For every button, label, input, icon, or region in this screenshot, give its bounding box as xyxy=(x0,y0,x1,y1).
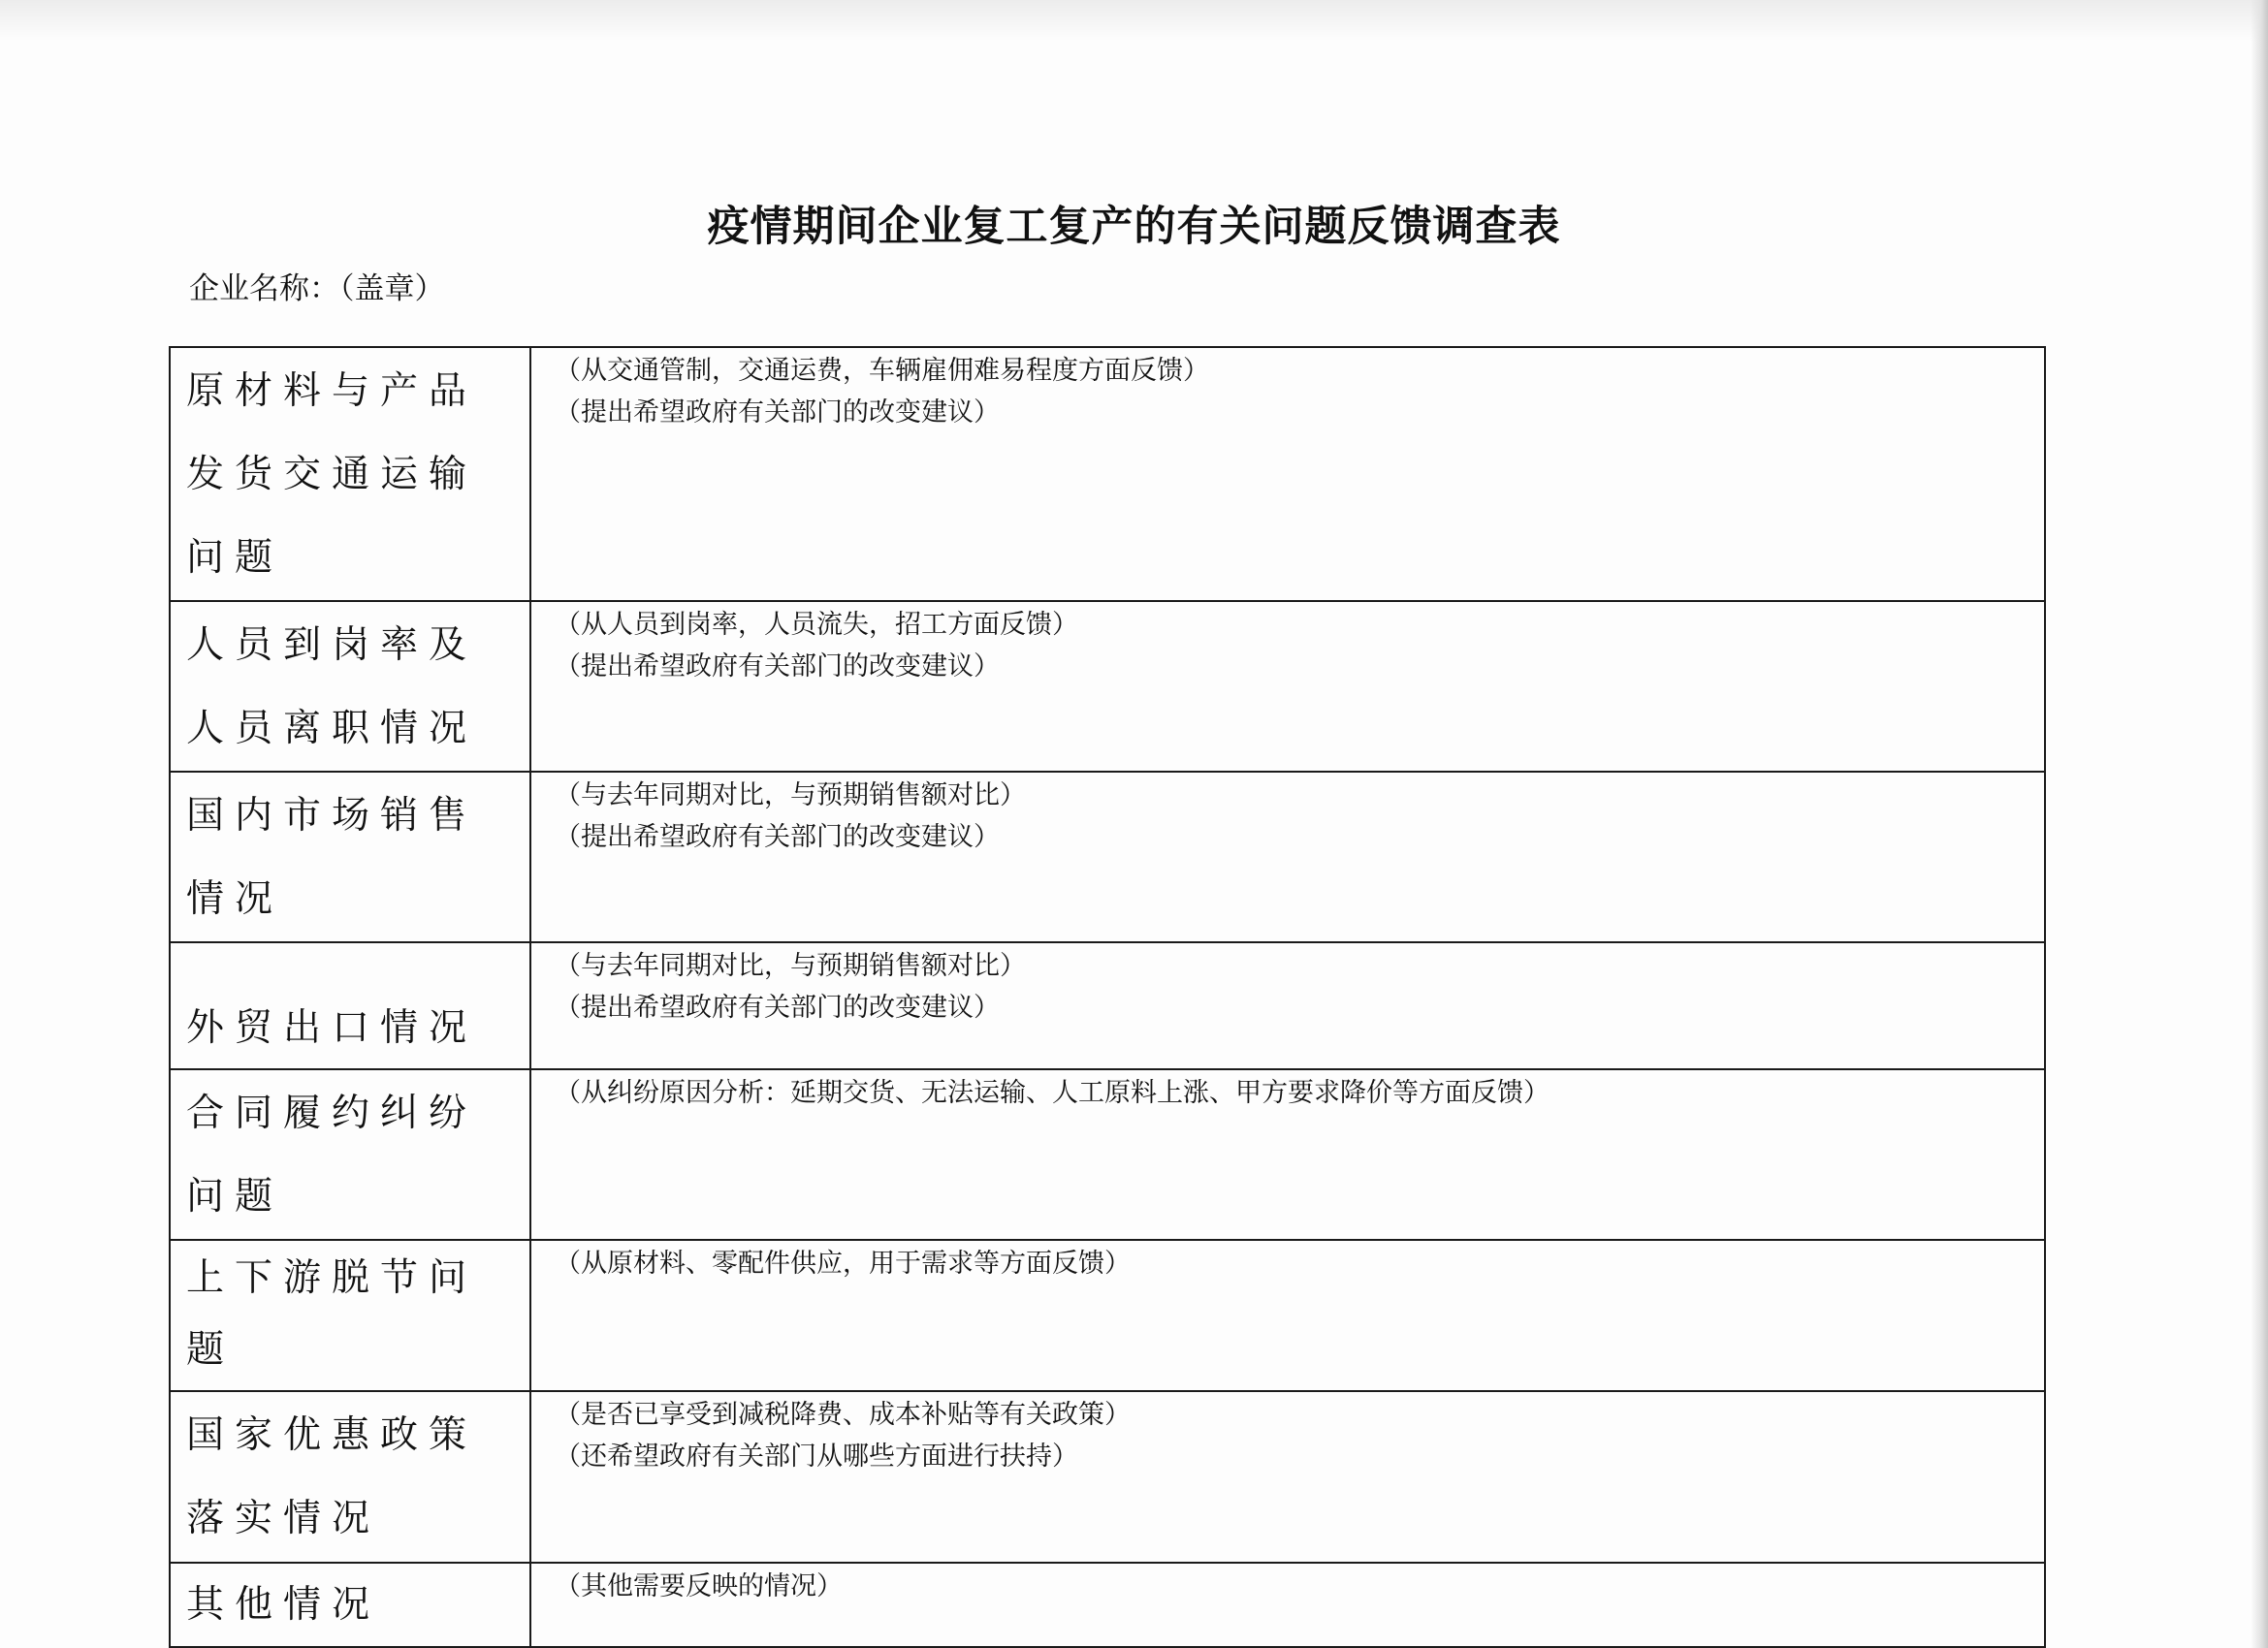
row-topic: 国内市场销售情况 xyxy=(170,772,530,942)
note-line: （从交通管制，交通运费，车辆雇佣难易程度方面反馈） xyxy=(555,356,1209,386)
note-line: （提出希望政府有关部门的改变建议） xyxy=(555,651,1000,681)
company-name-label: 企业名称：（盖章） xyxy=(189,271,445,306)
row-notes[interactable] xyxy=(530,1240,2045,1391)
row-topic: 人员到岗率及人员离职情况 xyxy=(170,601,530,772)
note-line: （从原材料、零配件供应，用于需求等方面反馈） xyxy=(555,1249,1131,1279)
scan-top-shadow xyxy=(0,0,2268,41)
page-title: 疫情期间企业复工复产的有关问题反馈调查表 xyxy=(707,203,1561,251)
note-line: （是否已享受到减税降费、成本补贴等有关政策） xyxy=(555,1400,1131,1430)
table-row xyxy=(170,1240,2045,1391)
note-line: （从人员到岗率，人员流失，招工方面反馈） xyxy=(555,610,1078,640)
table-row xyxy=(170,1391,2045,1563)
row-topic: 原材料与产品发货交通运输问题 xyxy=(170,347,530,601)
note-line: （其他需要反映的情况） xyxy=(555,1571,843,1601)
row-topic: 国家优惠政策落实情况 xyxy=(170,1391,530,1563)
row-topic: 其他情况 xyxy=(170,1563,530,1647)
row-notes[interactable] xyxy=(530,1069,2045,1240)
row-notes[interactable] xyxy=(530,601,2045,772)
note-line: （提出希望政府有关部门的改变建议） xyxy=(555,397,1000,428)
note-line: （与去年同期对比，与预期销售额对比） xyxy=(555,951,1026,981)
survey-table xyxy=(169,346,2046,1648)
table-row xyxy=(170,601,2045,772)
note-line: （与去年同期对比，与预期销售额对比） xyxy=(555,780,1026,810)
row-notes[interactable] xyxy=(530,942,2045,1069)
row-notes[interactable] xyxy=(530,1391,2045,1563)
row-notes[interactable] xyxy=(530,1563,2045,1647)
table-row xyxy=(170,1563,2045,1647)
row-topic: 上下游脱节问题 xyxy=(170,1240,530,1391)
row-topic: 合同履约纠纷问题 xyxy=(170,1069,530,1240)
note-line: （提出希望政府有关部门的改变建议） xyxy=(555,993,1000,1023)
row-notes[interactable] xyxy=(530,347,2045,601)
note-line: （还希望政府有关部门从哪些方面进行扶持） xyxy=(555,1442,1078,1472)
table-row xyxy=(170,1069,2045,1240)
table-row xyxy=(170,772,2045,942)
row-notes[interactable] xyxy=(530,772,2045,942)
table-row xyxy=(170,942,2045,1069)
note-line: （从纠纷原因分析：延期交货、无法运输、人工原料上涨、甲方要求降价等方面反馈） xyxy=(555,1078,1549,1108)
row-topic: 外贸出口情况 xyxy=(170,942,530,1069)
table-row xyxy=(170,347,2045,601)
note-line: （提出希望政府有关部门的改变建议） xyxy=(555,822,1000,852)
